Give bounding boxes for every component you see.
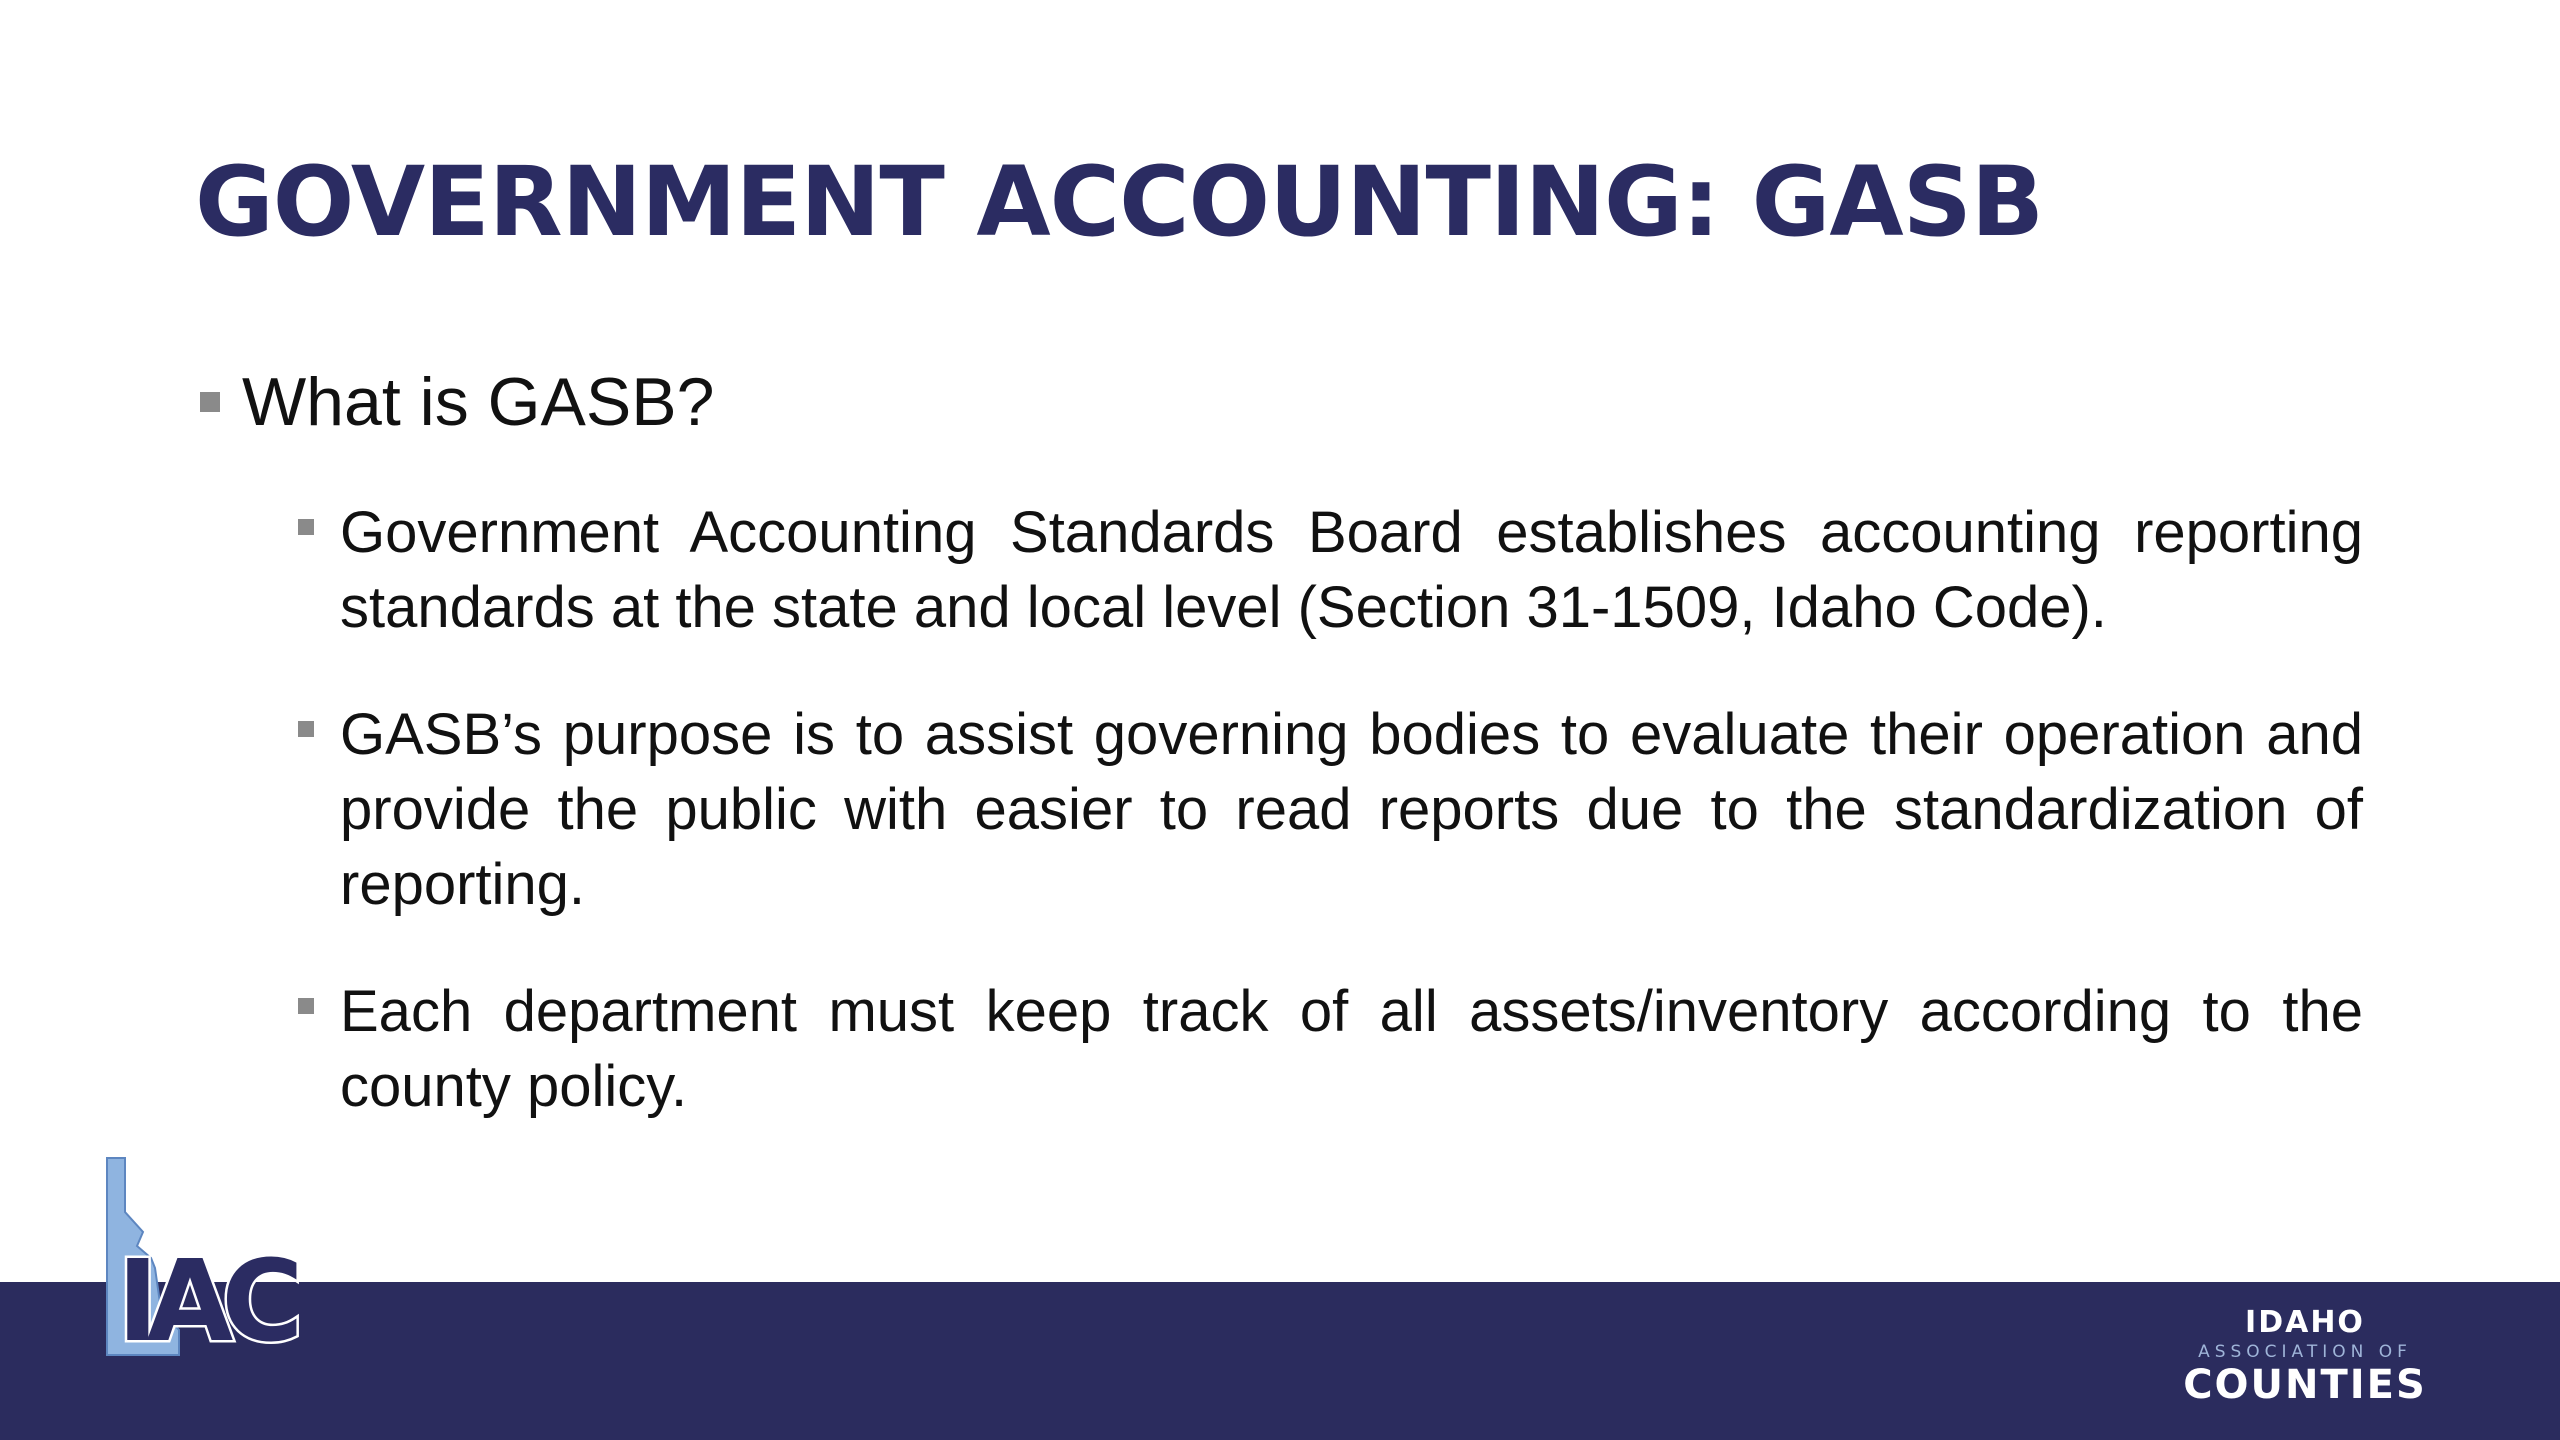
list-item (298, 697, 2363, 922)
slide-title: GOVERNMENT ACCOUNTING: GASB (195, 146, 2043, 258)
iac-letters: IAC (117, 1237, 292, 1367)
square-bullet-icon (298, 998, 314, 1014)
question-bullet (200, 362, 714, 444)
bullet-text: Government Accounting Standards Board establishes accounting reporting standards at the state and local level (Section 31-1509, Idaho Code). (340, 500, 2363, 640)
bullet-text: GASB’s purpose is to assist governing bodies to evaluate their operation and provide the public with easier to read reports due to the standardization of reporting. (340, 702, 2363, 917)
bullet-text: Each department must keep track of all assets/inventory according to the county policy. (340, 979, 2363, 1119)
square-bullet-icon (298, 721, 314, 737)
list-item (298, 974, 2363, 1124)
wordmark-line-counties: COUNTIES (2183, 1362, 2427, 1409)
question-text: What is GASB? (242, 364, 715, 440)
footer-band (0, 1282, 2560, 1440)
square-bullet-icon (200, 392, 220, 412)
wordmark-line-association: ASSOCIATION OF (2198, 1342, 2412, 1362)
iac-wordmark (2180, 1305, 2430, 1407)
sub-bullet-list (298, 495, 2363, 1176)
list-item (298, 495, 2363, 645)
square-bullet-icon (298, 519, 314, 535)
wordmark-line-idaho: IDAHO (2245, 1305, 2365, 1340)
iac-logo (95, 1150, 335, 1380)
